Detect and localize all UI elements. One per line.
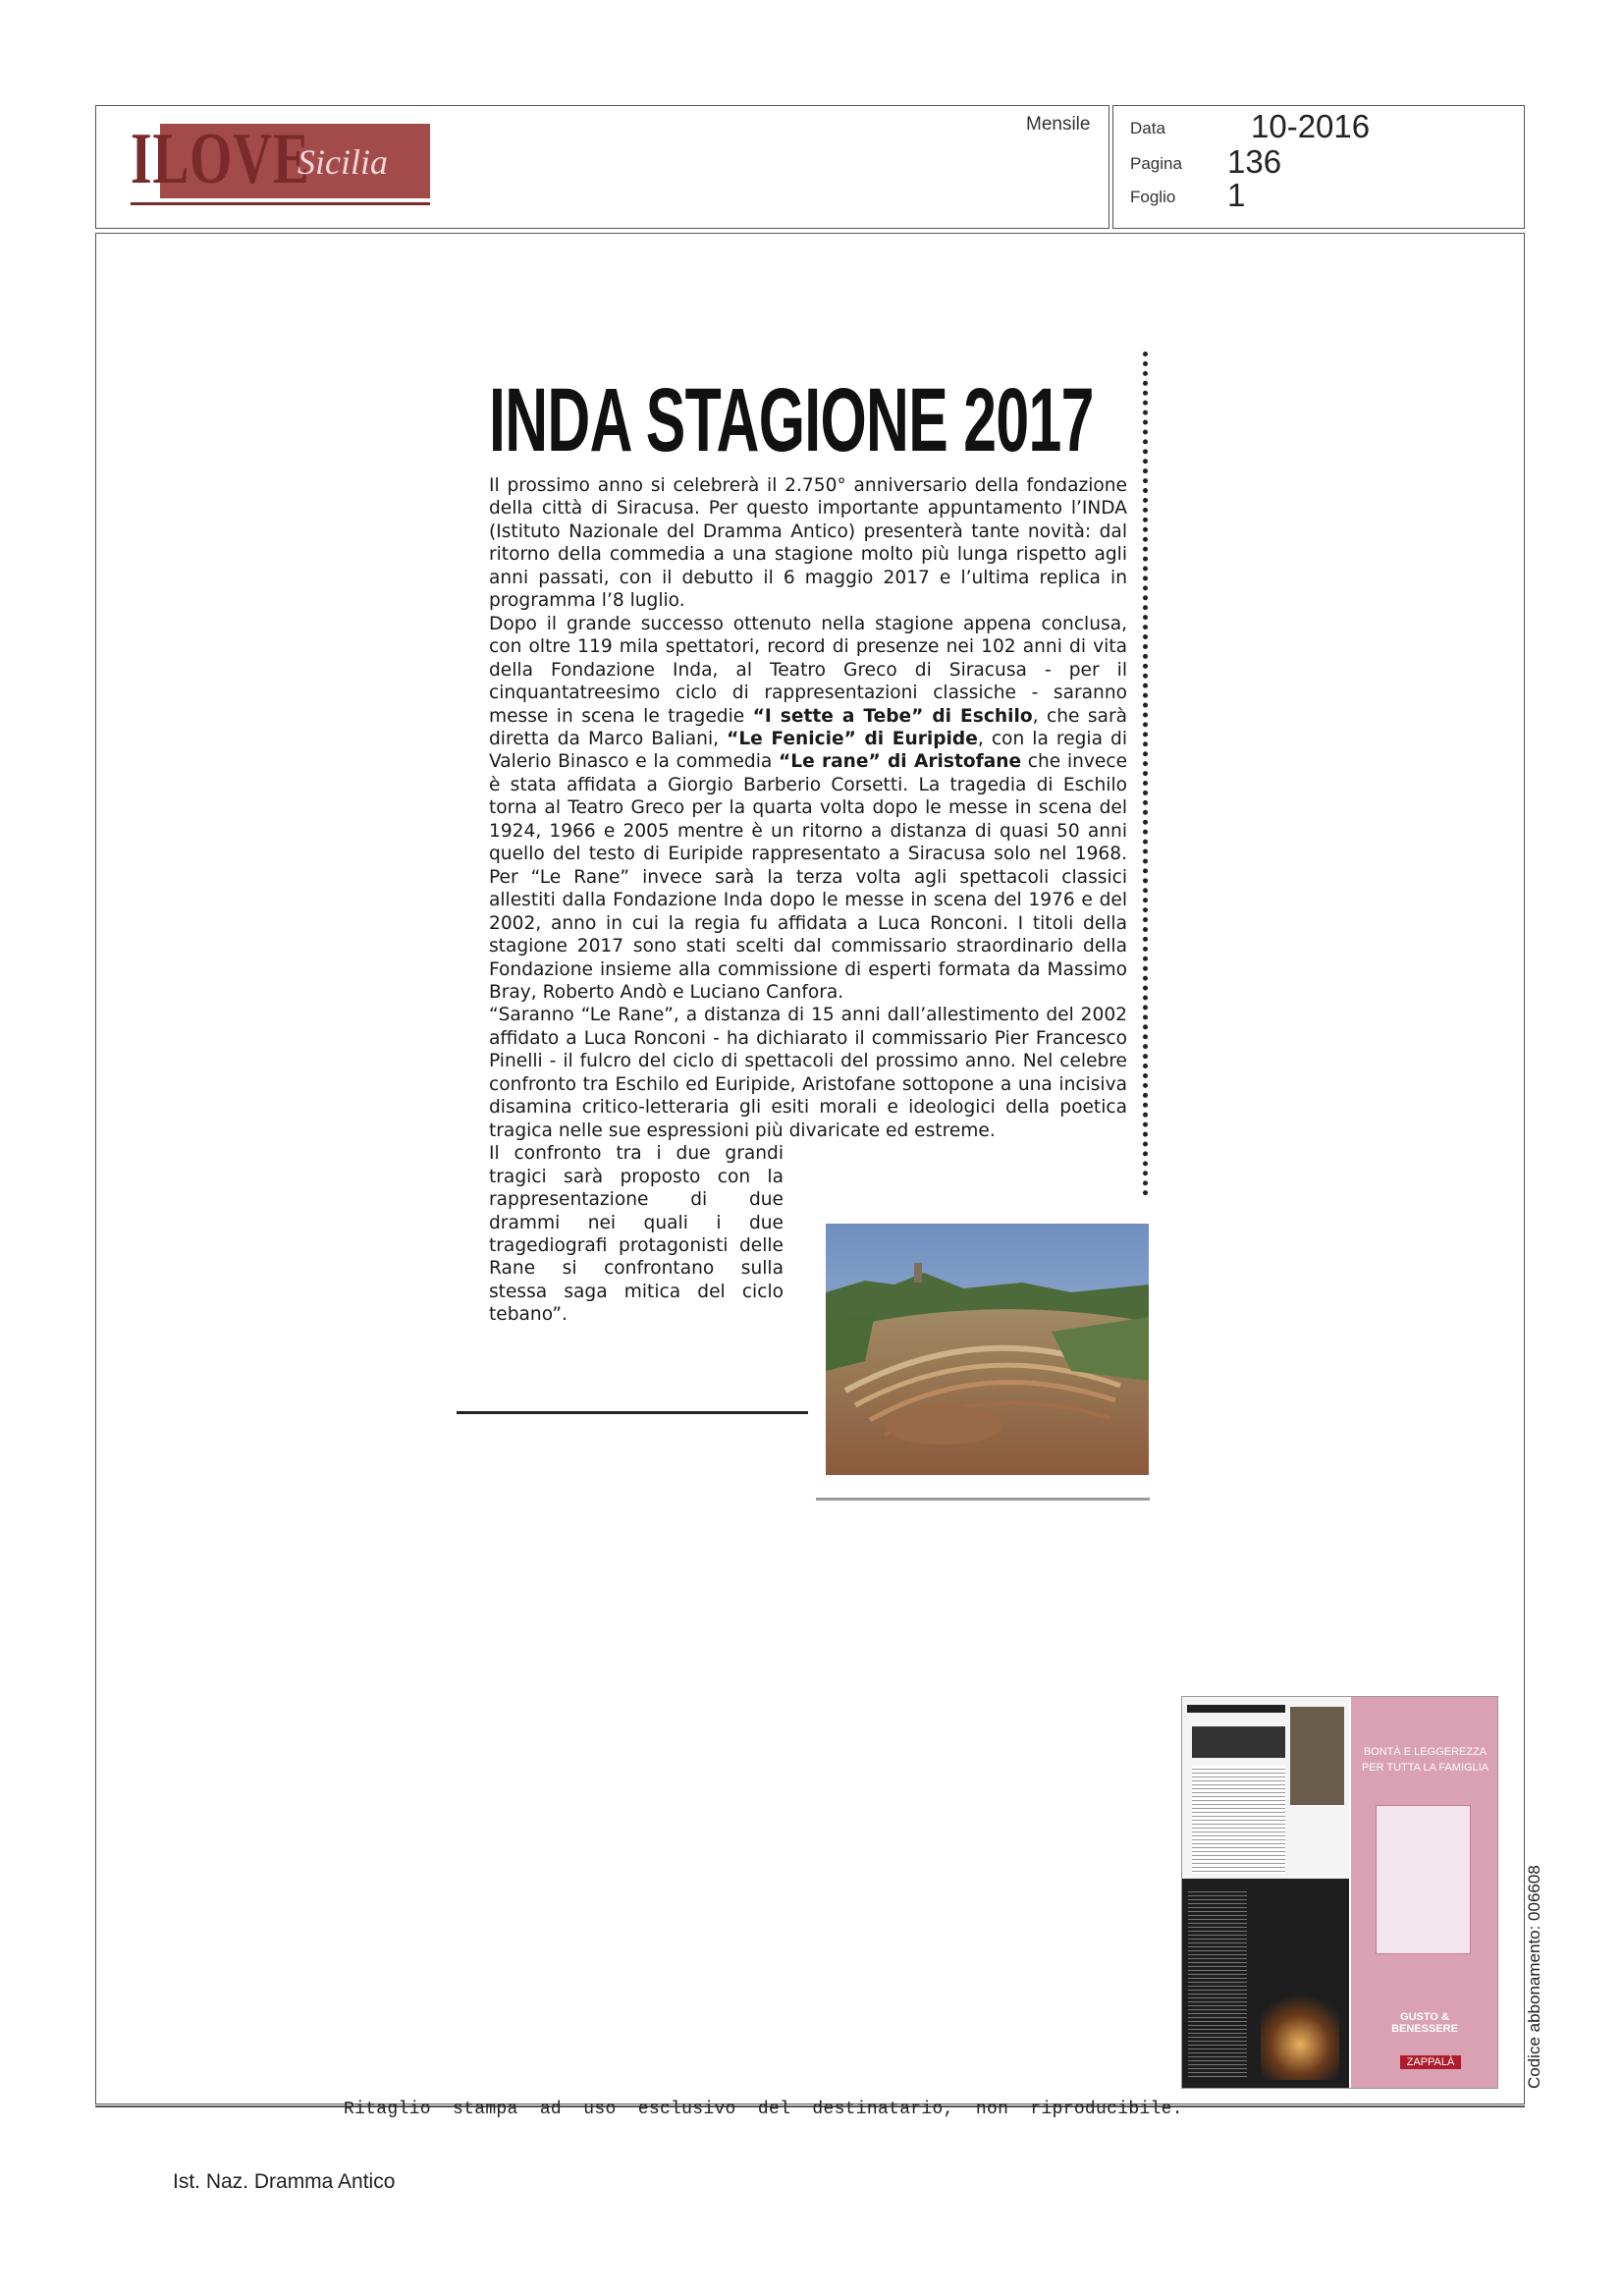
article-paragraph: Dopo il grande successo ottenuto nella stagione appena conclusa, con oltre 119 mila spettatori, record di presenze nei 102 anni di vita della Fondazione Inda, al Teatro Greco di Siracusa - per il cinquantatreesimo ciclo di rappresentazioni classiche - saranno messe in scena le tragedie “I sette a Tebe” di Eschilo, che sarà diretta da Marco Baliani, “Le Fenicie” di Euripide, con la regia di Valerio Binasco e la commedia “Le rane” di Aristofane che invece è stata affidata a Giorgio Barberio Corsetti. La tragedia di Eschilo torna al Teatro Greco per la quarta volta dopo le messe in scena del 1924, 1966 e 2005 mentre è un ritorno a distanza di quasi 50 anni quello del testo di Euripide rappresentato a Siracusa solo nel 1968. Per “Le Rane” invece sarà la terza volta agli spettacoli classici allestiti dalla Fondazione Inda dopo le messe in scena del 1976 e del 2002, anno in cui la regia fu affidata a Luca Ronconi. I titoli della stagione 2017 sono stati scelti dal commissario straordinario della Fondazione insieme alla commissione di esperti formata da Massimo Bray, Roberto Andò e Luciano Canfora. [489,613,1128,1003]
article-body [489,474,1127,1327]
data-value: 10-2016 [1251,108,1371,144]
source-label: Ist. Naz. Dramma Antico [173,2170,396,2193]
article-headline: INDA STAGIONE 2017 [489,370,1094,470]
magazine-logo [131,119,430,206]
article-end-rule [457,1411,808,1414]
title-le-fenicie: “Le Fenicie” di Euripide [727,728,978,749]
foglio-value: 1 [1227,177,1246,213]
title-le-rane: “Le rane” di Aristofane [779,751,1022,773]
clipping-notice: Ritaglio stampa ad uso esclusivo del destinatario, non riproducibile. [344,2100,1183,2119]
teatro-greco-photo [826,1224,1149,1475]
article-paragraph: Il confronto tra i due grandi tragici sarà proposto con la rappresentazione di due drammi nei quali i due tragediografi protagonisti delle Rane si confrontano sulla stessa saga mitica del ciclo tebano”. [489,1143,784,1326]
article-paragraph: Il prossimo anno si celebrerà il 2.750° anniversario della fondazione della città di Siracusa. Per questo importante appuntamento l’INDA (Istituto Nazionale del Dramma Antico) presenterà tante novità: dal ritorno della commedia a una stagione molto più lunga rispetto agli anni passati, con il debutto il 6 maggio 2017 e l’ultima replica in programma l’8 luglio. [489,475,1127,612]
ad-headline-1: BONTÀ E LEGGEREZZA [1363,1746,1488,1758]
ad-maker: ZAPPALÀ [1400,2055,1461,2069]
title-sette-a-tebe: “I sette a Tebe” di Eschilo [752,705,1033,727]
subscription-code: Codice abbonamento: 006608 [1525,1865,1543,2089]
data-label: Data [1130,119,1165,137]
article-paragraph: “Saranno “Le Rane”, a distanza di 15 anni dall’allestimento del 2002 affidato a Luca Ronconi - ha dichiarato il commissario Pier Francesco Pinelli - il fulcro del ciclo di spettacoli del prossimo anno. Nel celebre confronto tra Eschilo ed Euripide, Aristofane sottopone a una incisiva disamina critico-letteraria gli esiti morali e ideologici della poetica tragica nelle sue espressioni più divaricate ed estreme. [489,1005,1127,1141]
logo-sub-text: Sicilia [298,142,388,182]
page-thumbnail [1181,1696,1498,2089]
photo-underline [816,1498,1150,1501]
foglio-label: Foglio [1130,188,1176,206]
pagina-label: Pagina [1130,154,1182,173]
dotted-divider [1143,352,1148,1196]
ad-brand: GUSTO & BENESSERE [1391,2011,1458,2035]
logo-main-text: ILOVE [131,119,310,199]
periodicity-label: Mensile [1026,114,1091,135]
pagina-value: 136 [1227,143,1282,180]
ad-headline-2: PER TUTTA LA FAMIGLIA [1361,1762,1489,1774]
